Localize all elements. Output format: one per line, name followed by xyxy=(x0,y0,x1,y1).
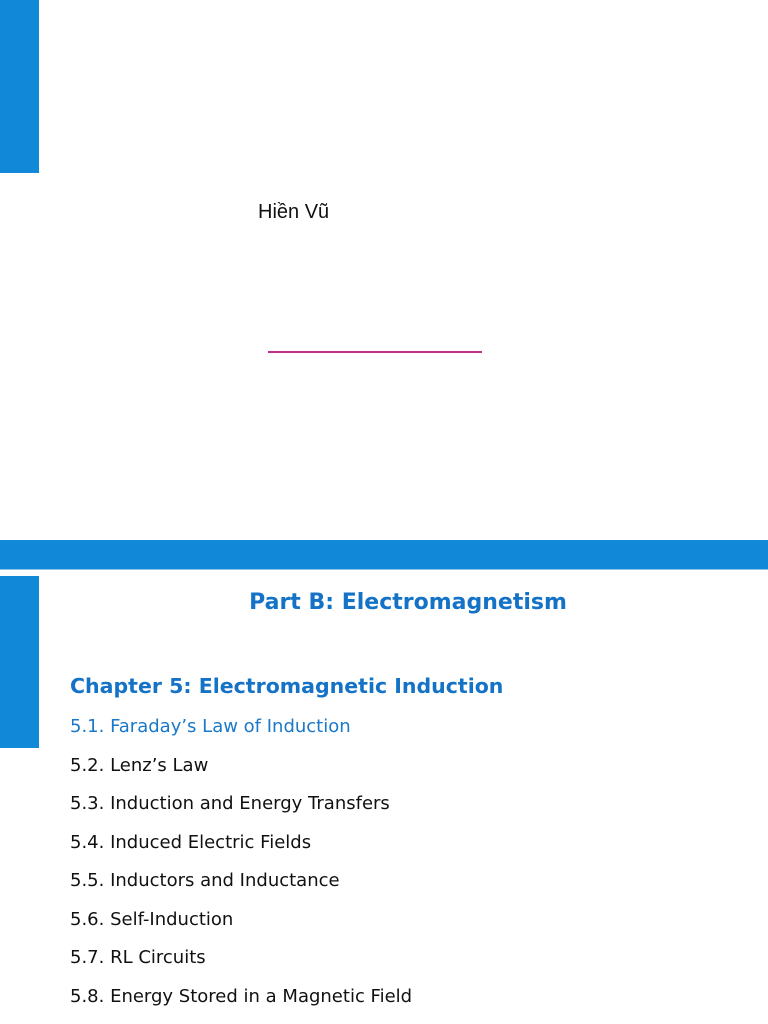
slide-divider-band xyxy=(0,540,768,569)
part-title: Part B: Electromagnetism xyxy=(249,590,567,615)
slide-divider-gap xyxy=(0,569,768,576)
section-list xyxy=(70,715,412,1023)
section-item[interactable]: 5.6. Self-Induction xyxy=(70,908,234,930)
decorative-rule xyxy=(268,351,482,353)
section-item[interactable]: 5.7. RL Circuits xyxy=(70,947,206,968)
section-item[interactable]: 5.4. Induced Electric Fields xyxy=(70,831,312,853)
contents-slide xyxy=(0,576,768,1024)
section-item[interactable]: 5.1. Faraday’s Law of Induction xyxy=(70,716,351,737)
author-name: Hiền Vũ xyxy=(258,201,330,223)
section-item[interactable]: 5.8. Energy Stored in a Magnetic Field xyxy=(70,985,413,1007)
section-item[interactable]: 5.3. Induction and Energy Transfers xyxy=(70,793,390,814)
section-item[interactable]: 5.2. Lenz’s Law xyxy=(70,754,209,776)
slide-accent-bar xyxy=(0,0,39,173)
section-item[interactable]: 5.5. Inductors and Inductance xyxy=(70,870,340,891)
chapter-title: Chapter 5: Electromagnetic Induction xyxy=(70,674,504,698)
